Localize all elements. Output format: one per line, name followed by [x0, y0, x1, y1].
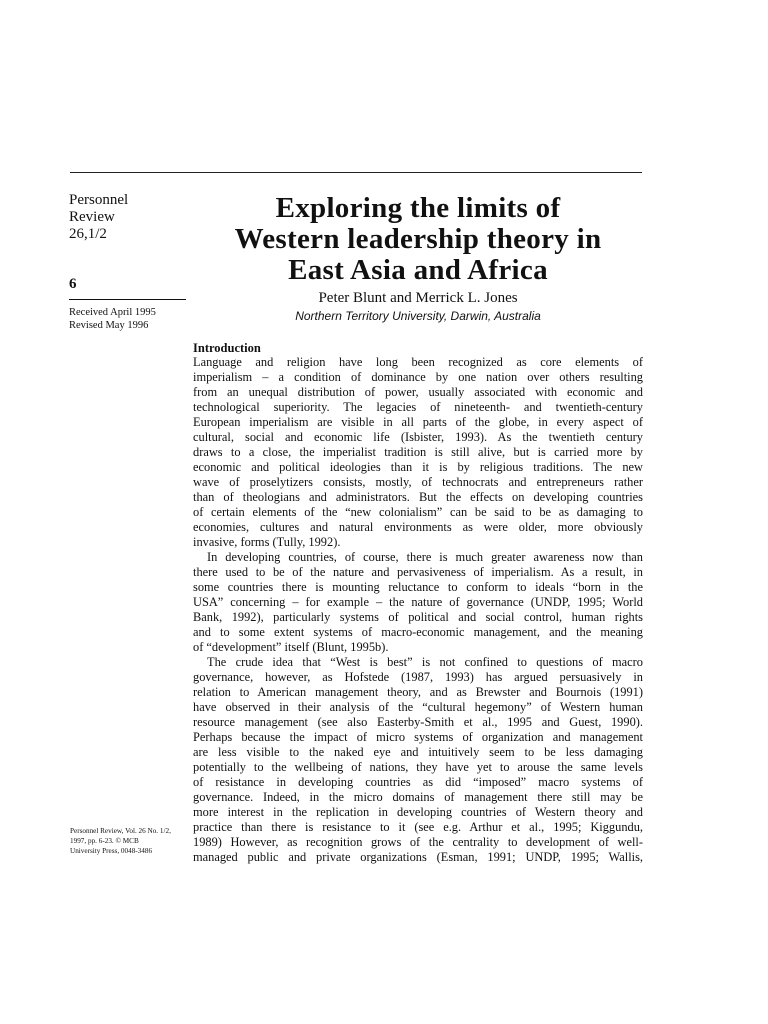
body-line: governance, however, as Hofstede (1987, 1993) has argued persuasively in [193, 670, 643, 684]
body-line: managed public and private organizations (Esman, 1991; UNDP, 1995; Wallis, [193, 850, 643, 864]
authors: Peter Blunt and Merrick L. Jones [318, 290, 518, 306]
journal-sidebar [69, 192, 189, 243]
article-title [193, 193, 643, 286]
sidebar-rule [69, 299, 186, 300]
journal-volume: 26,1/2 [69, 226, 107, 242]
revised-date: Revised May 1996 [69, 320, 149, 331]
body-line: practice than there is resistance to it (see e.g. Arthur et al., 1995; Kiggundu, [193, 820, 643, 834]
body-line: of “development” itself (Blunt, 1995b). [193, 640, 389, 654]
body-line: potentially to the wellbeing of nations, they have yet to arouse the same levels [193, 760, 643, 774]
citation-line: Personnel Review, Vol. 26 No. 1/2, [70, 827, 171, 835]
body-line: of certain elements of the “new colonialism” can be said to be as damaging to [193, 505, 643, 519]
page-number: 6 [69, 276, 77, 292]
body-line: are less visible to the naked eye and intuitively seem to be less damaging [193, 745, 643, 759]
body-line: governance. Indeed, in the micro domains of management there still may be [193, 790, 643, 804]
body-line: technological superiority. The legacies of nineteenth- and twentieth-century [193, 400, 643, 414]
body-line: there used to be of the nature and pervasiveness of imperialism. As a result, in [193, 565, 643, 579]
section-heading: Introduction [193, 341, 261, 355]
body-line: resource management (see also Easterby-Smith et al., 1995 and Guest, 1990). [193, 715, 643, 729]
body-text [193, 355, 643, 865]
body-line: Language and religion have long been recognized as core elements of [193, 355, 643, 369]
body-line: imperialism – a condition of dominance by one nation over others resulting [193, 370, 643, 384]
title-line: East Asia and Africa [288, 254, 548, 286]
body-line: than of theologians and administrators. But the effects on developing countries [193, 490, 643, 504]
title-line: Exploring the limits of [275, 192, 561, 224]
body-line: In developing countries, of course, there is much greater awareness now than [207, 550, 643, 564]
journal-line: Personnel [69, 192, 129, 208]
body-line: wave of proselytizers consists, mostly, of technocrats and entrepreneurs rather [193, 475, 643, 489]
body-line: Perhaps because the impact of micro systems of organization and management [193, 730, 643, 744]
citation-line: 1997, pp. 6-23. © MCB [70, 837, 139, 845]
journal-name [69, 192, 189, 243]
body-line: Bank, 1992), particularly systems of political and social control, human rights [193, 610, 643, 624]
received-dates [69, 306, 156, 332]
body-line: 1989) However, as recognition grows of the centrality to development of well- [193, 835, 643, 849]
body-line: cultural, social and economic life (Isbister, 1993). As the twentieth century [193, 430, 643, 444]
affiliation: Northern Territory University, Darwin, Australia [295, 309, 541, 323]
body-line: economies, cultures and natural environments as were older, more obviously [193, 520, 643, 534]
body-line: from an unequal distribution of power, usually associated with economic and [193, 385, 643, 399]
citation-note [70, 826, 186, 856]
body-line: European imperialism are visible in all parts of the globe, in every aspect of [193, 415, 643, 429]
citation-line: University Press, 0048-3486 [70, 847, 153, 855]
body-line: The crude idea that “West is best” is not confined to questions of macro [207, 655, 643, 669]
top-rule [70, 172, 642, 173]
body-line: economic and political ideologies than it is by religious traditions. The new [193, 460, 643, 474]
body-line: USA” concerning – for example – the nature of governance (UNDP, 1995; World [193, 595, 643, 609]
body-line: and to some extent systems of macro-economic management, and the meaning [193, 625, 643, 639]
body-line: invasive, forms (Tully, 1992). [193, 535, 341, 549]
body-line: more interest in the replication in developing countries of Western theory and [193, 805, 643, 819]
title-line: Western leadership theory in [234, 223, 602, 255]
received-date: Received April 1995 [69, 307, 156, 318]
body-line: relation to American management theory, and as Brewster and Bournois (1991) [193, 685, 643, 699]
body-line: of resistance in developing countries as did “imposed” macro systems of [193, 775, 643, 789]
journal-line: Review [69, 209, 115, 225]
body-line: draws to a close, the imperialist tradition is still alive, but is carried more by [193, 445, 643, 459]
body-line: some countries there is mounting reluctance to conform to ideals “born in the [193, 580, 643, 594]
body-line: have observed in their analysis of the “cultural hegemony” of Western human [193, 700, 643, 714]
